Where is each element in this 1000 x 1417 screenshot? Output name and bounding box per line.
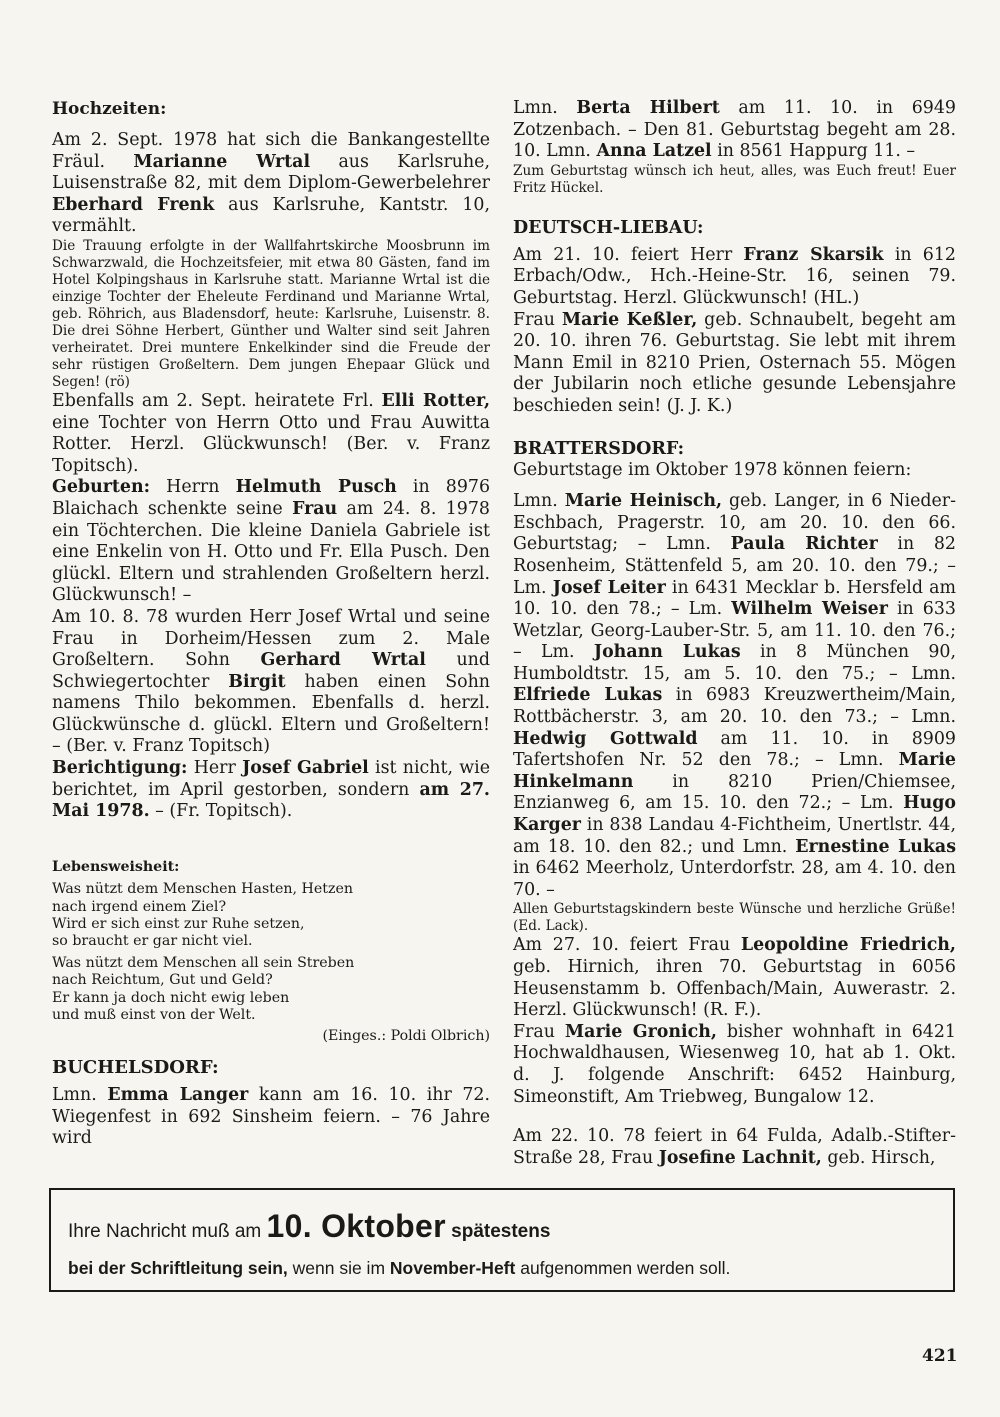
deadline-notice-line-2: bei der Schriftleitung sein, wenn sie im November-Heft aufgenommen werden soll. xyxy=(68,1258,731,1278)
section-heading-hochzeiten: Hochzeiten: xyxy=(52,99,167,119)
poem-line: Was nützt dem Menschen Hasten, Hetzen xyxy=(52,881,354,898)
brattersdorf-intro: Geburtstage im Oktober 1978 können feiern: xyxy=(513,459,912,480)
wedding-announcement: Am 2. Sept. 1978 hat sich die Bankangestellte Fräul. Marianne Wrtal aus Karlsruhe, Luisenstraße 82, mit dem Diplom-Gewerbelehrer Eberhard Frenk aus Karlsruhe, Kantstr. 10, vermählt. xyxy=(52,130,491,237)
deadline-date: 10. Oktober xyxy=(266,1208,446,1244)
section-heading-buchelsdorf: BUCHELSDORF: xyxy=(52,1056,219,1078)
poem-line: Wird er sich einst zur Ruhe setzen, xyxy=(52,916,305,933)
poem-line: so braucht er gar nicht viel. xyxy=(52,933,253,950)
deadline-notice-line-1: Ihre Nachricht muß am 10. Oktober spätestens xyxy=(68,1208,551,1244)
kessler-announcement: Frau Marie Keßler, geb. Schnaubelt, begeht am 20. 10. ihren 76. Geburtstag. Sie lebt mit ihrem Mann Emil in 8210 Prien, Osternach 55. Mögen der Jubilarin noch etliche gesunde Lebensjahre beschieden sein! (J. J. K.) xyxy=(513,309,956,416)
correction-notice: Berichtigung: Herr Josef Gabriel ist nicht, wie berichtet, im April gestorben, sondern am 27. Mai 1978. – (Fr. Topitsch). xyxy=(52,758,490,822)
poem-line: Was nützt dem Menschen all sein Streben xyxy=(52,954,355,971)
gronich-address-change: Frau Marie Gronich, bisher wohnhaft in 6421 Hochwaldhausen, Wiesenweg 10, hat ab 1. Okt. d. J. folgende Anschrift: 6452 Hainburg, Simeonstift, Am Triebweg, Bungalow 12. xyxy=(513,1021,956,1107)
buchelsdorf-announcement: Lmn. Emma Langer kann am 16. 10. ihr 72. Wiegenfest in 692 Sinsheim feiern. – 76 Jahre wird xyxy=(52,1084,491,1149)
right-column xyxy=(513,98,956,1169)
poem-line: nach irgend einem Ziel? xyxy=(52,898,227,915)
brattersdorf-greeting: Allen Geburtstagskindern beste Wünsche und herzliche Grüße! (Ed. Lack). xyxy=(513,901,956,935)
skarsik-announcement: Am 21. 10. feiert Herr Franz Skarsik in 612 Erbach/Odw., Hch.-Heine-Str. 16, seinen 79. Geburtstag. Herzl. Glückwunsch! (HL.) xyxy=(513,244,956,308)
poem-line: nach Reichtum, Gut und Geld? xyxy=(52,972,273,989)
section-heading-brattersdorf: BRATTERSDORF: xyxy=(513,438,685,459)
page-number: 421 xyxy=(922,1346,958,1366)
poem-line: und muß einst von der Welt. xyxy=(52,1007,256,1024)
wedding-details: Die Trauung erfolgte in der Wallfahrtskirche Moosbrunn im Schwarzwald, die Hochzeitsfeier, mit etwa 80 Gästen, fand im Hotel Kolpingshaus in Karlsruhe statt. Marianne Wrtal ist die einzige Tochter der Eheleute Ferdinand und Marianne Wrtal, geb. Röhrich, aus Bladensdorf, heute: Karlsruhe, Luisenstr. 8. Die drei Söhne Herbert, Günther und Walter sind seit Jahren verheiratet. Drei muntere Enkelkinder sind die Freude der sehr rüstigen Großeltern. Dem jungen Ehepaar Glück und Segen! (rö) xyxy=(52,237,490,390)
left-column xyxy=(52,98,490,1150)
birthday-continuation: Lmn. Berta Hilbert am 11. 10. in 6949 Zotzenbach. – Den 81. Geburtstag begeht am 28. 10. Lmn. Anna Latzel in 8561 Happurg 11. – xyxy=(513,98,956,162)
poem-title: Lebensweisheit: xyxy=(52,858,180,875)
birth-announcement: Geburten: Herrn Helmuth Pusch in 8976 Blaichach schenkte seine Frau am 24. 8. 1978 ein Töchterchen. Die kleine Daniela Gabriele ist eine Enkelin von H. Otto und Fr. Ella Pusch. Den glückl. Eltern und strahlenden Großeltern herzl. Glückwunsch! – xyxy=(52,477,491,606)
section-heading-deutsch-liebau: DEUTSCH-LIEBAU: xyxy=(513,217,704,238)
poem-credit: (Einges.: Poldi Olbrich) xyxy=(322,1027,490,1044)
wedding-announcement-rotter: Ebenfalls am 2. Sept. heiratete Frl. Elli Rotter, eine Tochter von Herrn Otto und Frau Auwitta Rotter. Herzl. Glückwunsch! (Ber. v. Franz Topitsch). xyxy=(52,390,490,476)
friedrich-announcement: Am 27. 10. feiert Frau Leopoldine Friedrich, geb. Hirnich, ihren 70. Geburtstag in 6056 Heusenstamm b. Offenbach/Main, Auwerastr. 2. Herzl. Glückwunsch! (R. F.). xyxy=(513,935,956,1021)
birthday-greeting: Zum Geburtstag wünsch ich heut, alles, was Euch freut! Euer Fritz Hückel. xyxy=(513,162,956,196)
brattersdorf-birthdays: Lmn. Marie Heinisch, geb. Langer, in 6 Nieder-Eschbach, Pragerstr. 10, am 20. 10. den 66. Geburtstag; – Lmn. Paula Richter in 82 Rosenheim, Stättenfeld 5, am 20. 10. den 79.; – Lm. Josef Leiter in 6431 Mecklar b. Hersfeld am 10. 10. den 78.; – Lm. Wilhelm Weiser in 633 Wetzlar, Georg-Lauber-Str. 5, am 11. 10. den 76.; – Lm. Johann Lukas in 8 München 90, Humboldtstr. 15, am 5. 10. den 75.; – Lmn. Elfriede Lukas in 6983 Kreuzwertheim/Main, Rottbächerstr. 3, am 20. 10. den 73.; – Lmn. Hedwig Gottwald am 11. 10. in 8909 Tafertshofen Nr. 52 den 78.; – Lmn. Marie Hinkelmann in 8210 Prien/Chiemsee, Enzianweg 6, am 15. 10. den 72.; – Lm. Hugo Karger in 838 Landau 4-Fichtheim, Unertlstr. 44, am 18. 10. den 82.; und Lmn. Ernestine Lukas in 6462 Meerholz, Unterdorfstr. 28, am 4. 10. den 70. – xyxy=(513,491,957,900)
grandparents-announcement: Am 10. 8. 78 wurden Herr Josef Wrtal und seine Frau in Dorheim/Hessen zum 2. Male Großeltern. Sohn Gerhard Wrtal und Schwiegertochter Birgit haben einen Sohn namens Thilo bekommen. Ebenfalls d. herzl. Glückwünsche d. glückl. Eltern und Großeltern! – (Ber. v. Franz Topitsch) xyxy=(52,606,490,757)
poem xyxy=(52,859,490,1045)
poem-line: Er kann ja doch nicht ewig leben xyxy=(52,989,290,1006)
deadline-notice-box xyxy=(49,1188,955,1292)
lachnit-announcement: Am 22. 10. 78 feiert in 64 Fulda, Adalb.-Stifter-Straße 28, Frau Josefine Lachnit, geb. Hirsch, xyxy=(513,1126,956,1168)
